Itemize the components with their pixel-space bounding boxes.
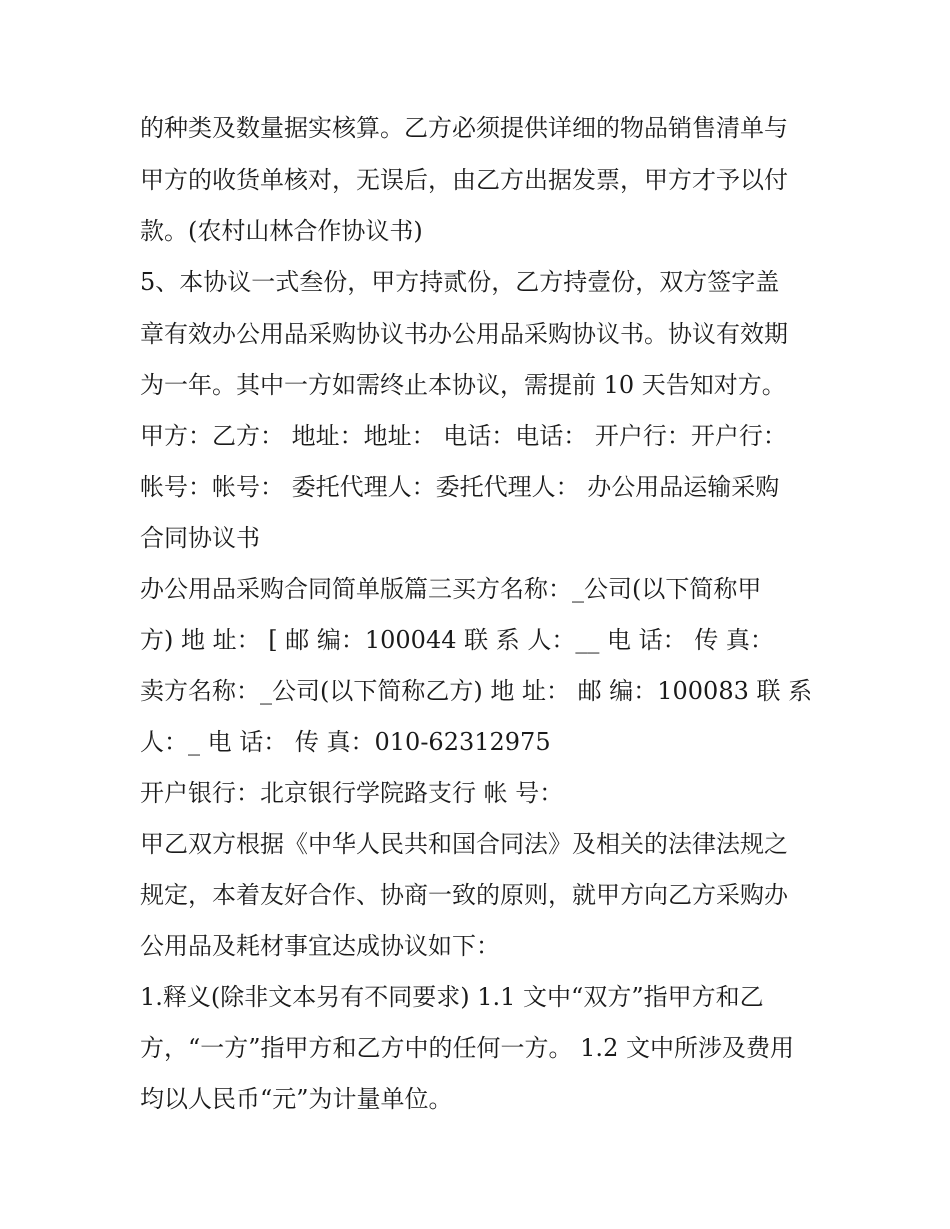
text-line: 甲方的收货单核对，无误后，由乙方出据发票，甲方才予以付 <box>140 166 788 194</box>
text-line: 方，“一方”指甲方和乙方中的任何一方。 1.2 文中所涉及费用 <box>140 1034 794 1062</box>
text-line: 开户银行：北京银行学院路支行 帐 号： <box>140 779 564 807</box>
text-line: 卖方名称：_公司(以下简称乙方) 地 址： 邮 编：100083 联 系 <box>140 677 813 705</box>
text-line: 方) 地 址： [ 邮 编：100044 联 系 人：__ 电 话： 传 真： <box>140 626 774 654</box>
text-line: 帐号：帐号： 委托代理人：委托代理人： 办公用品运输采购 <box>140 473 780 501</box>
text-line: 办公用品采购合同简单版篇三买方名称：_公司(以下简称甲 <box>140 575 762 603</box>
text-line: 1.释义(除非文本另有不同要求) 1.1 文中“双方”指甲方和乙 <box>140 983 764 1011</box>
text-line: 为一年。其中一方如需终止本协议，需提前 10 天告知对方。 <box>140 371 786 399</box>
text-line: 甲方：乙方： 地址：地址： 电话：电话： 开户行：开户行： <box>140 422 787 450</box>
text-line: 款。(农村山林合作协议书) <box>140 217 423 245</box>
text-line: 5、本协议一式叁份，甲方持贰份，乙方持壹份，双方签字盖 <box>140 268 780 296</box>
text-line: 合同协议书 <box>140 524 260 552</box>
text-line: 人：_ 电 话： 传 真：010-62312975 <box>140 728 551 756</box>
text-line: 的种类及数量据实核算。乙方必须提供详细的物品销售清单与 <box>140 114 788 142</box>
text-line: 章有效办公用品采购协议书办公用品采购协议书。协议有效期 <box>140 320 788 348</box>
text-line: 均以人民币“元”为计量单位。 <box>140 1085 453 1113</box>
text-line: 甲乙双方根据《中华人民共和国合同法》及相关的法律法规之 <box>140 830 788 858</box>
text-line: 规定，本着友好合作、协商一致的原则，就甲方向乙方采购办 <box>140 881 788 909</box>
text-line: 公用品及耗材事宜达成协议如下： <box>140 932 500 960</box>
